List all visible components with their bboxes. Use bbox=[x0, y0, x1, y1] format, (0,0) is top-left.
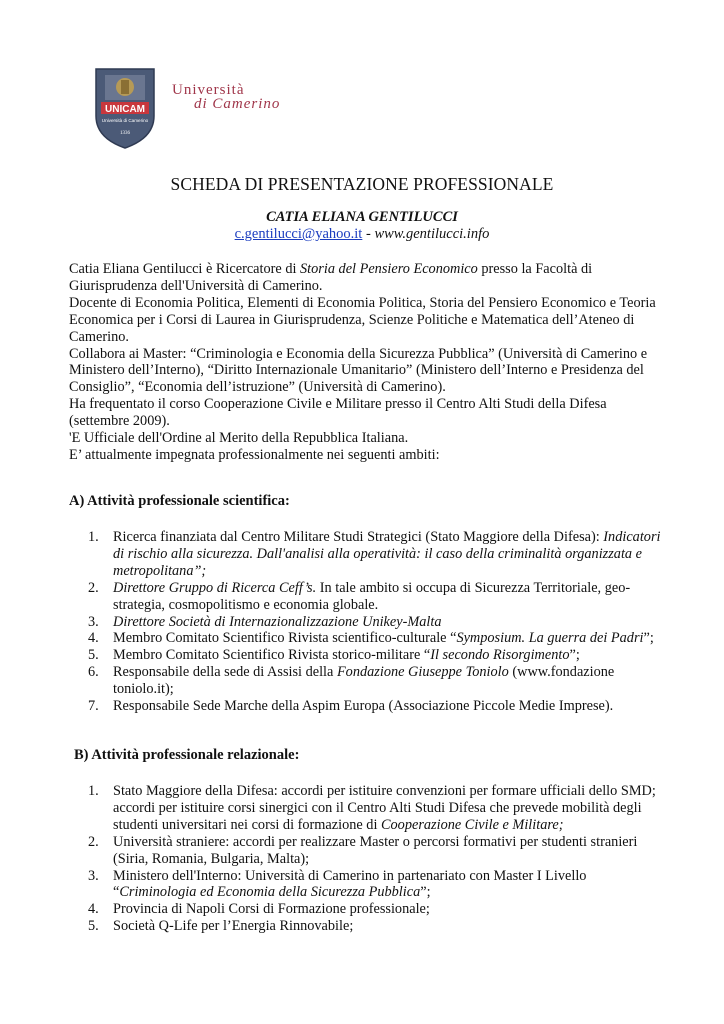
section-a-list bbox=[88, 529, 673, 715]
contact-separator: - bbox=[362, 226, 375, 242]
shield-subtext: Università di Camerino bbox=[101, 118, 149, 123]
list-item: 6. Responsabile della sede di Assisi della Fondazione Giuseppe Toniolo (www.fondazione toniolo.it); bbox=[88, 664, 615, 698]
list-item: 7. Responsabile Sede Marche della Aspim Europa (Associazione Piccole Medie Imprese). bbox=[88, 698, 614, 715]
shield-text: UNICAM bbox=[105, 104, 145, 115]
unicam-shield-logo bbox=[93, 66, 157, 150]
website-text: www.gentilucci.info bbox=[374, 226, 490, 242]
shield-year: 1336 bbox=[120, 131, 130, 136]
section-b-heading: B) Attività professionale relazionale: bbox=[74, 747, 300, 763]
list-item: 5. Società Q-Life per l’Energia Rinnovabile; bbox=[88, 918, 354, 935]
list-item: 3. Ministero dell'Interno: Università di Camerino in partenariato con Master I Livello “Criminologia ed Economia della Sicurezza Pubblica”; bbox=[88, 867, 587, 901]
wordmark-line2: di Camerino bbox=[194, 96, 281, 112]
list-item: 2. Università straniere: accordi per realizzare Master o percorsi formativi per studenti stranieri (Siria, Romania, Bulgaria, Malta); bbox=[88, 833, 638, 867]
list-item: 4. Provincia di Napoli Corsi di Formazione professionale; bbox=[88, 901, 430, 918]
document-title: SCHEDA DI PRESENTAZIONE PROFESSIONALE bbox=[170, 174, 554, 194]
list-item: 5. Membro Comitato Scientifico Rivista storico-militare “Il secondo Risorgimento”; bbox=[88, 647, 580, 664]
list-item: 2. Direttore Gruppo di Ricerca Ceff’s. In tale ambito si occupa di Sicurezza Territoriale, geo-strategia, cosmopolitismo e economia globale. bbox=[88, 579, 631, 613]
intro-paragraph: Catia Eliana Gentilucci è Ricercatore di Storia del Pensiero Economico presso la Facoltà di Giurisprudenza dell'Università di Camerino. bbox=[69, 261, 593, 294]
list-item: 1. Stato Maggiore della Difesa: accordi per istituire convenzioni per formare ufficiali dello SMD; accordi per istituire corsi sinergici con il Centro Alti Studi Difesa che prevede mobilità degli studenti universitari nei corsi di formazione di Cooperazione Civile e Militare; bbox=[88, 783, 656, 833]
section-a-heading: A) Attività professionale scientifica: bbox=[69, 493, 290, 509]
intro-paragraph: Collabora ai Master: “Criminologia e Economia della Sicurezza Pubblica” (Università di Camerino e Ministero dell’Interno), “Diritto Internazionale Umanitario” (Ministero dell’Interno e Presidenza del Consiglio”, “Economia dell’istruzione” (Università di Camerino). bbox=[69, 345, 648, 396]
university-wordmark bbox=[172, 83, 280, 111]
intro-paragraph: E’ attualmente impegnata professionalmente nei seguenti ambiti: bbox=[69, 446, 440, 463]
intro-text bbox=[69, 261, 669, 464]
list-item: 4. Membro Comitato Scientifico Rivista scientifico-culturale “Symposium. La guerra dei Padri”; bbox=[88, 630, 654, 647]
list-item: 1. Ricerca finanziata dal Centro Militare Studi Strategici (Stato Maggiore della Difesa): Indicatori di rischio alla sicurezza. Dall'analisi alla operatività: il caso della criminalità organizzata e metropolitana”; bbox=[88, 529, 661, 579]
section-b-list bbox=[88, 783, 673, 935]
list-item: 3. Direttore Società di Internazionalizzazione Unikey-Malta bbox=[88, 613, 442, 630]
intro-paragraph: 'E Ufficiale dell'Ordine al Merito della Repubblica Italiana. bbox=[69, 430, 409, 447]
contact-line bbox=[0, 226, 724, 243]
wordmark-line1: Università bbox=[172, 82, 245, 98]
intro-paragraph: Ha frequentato il corso Cooperazione Civile e Militare presso il Centro Alti Studi della Difesa (settembre 2009). bbox=[69, 396, 607, 430]
email-link[interactable]: c.gentilucci@yahoo.it bbox=[234, 226, 363, 242]
intro-paragraph: Docente di Economia Politica, Elementi di Economia Politica, Storia del Pensiero Economico e Teoria Economica per i Corsi di Laurea in Giurisprudenza, Scienze Politiche e Matematica dell’Ateneo di Camerino. bbox=[69, 294, 656, 345]
author-name: CATIA ELIANA GENTILUCCI bbox=[266, 209, 458, 225]
